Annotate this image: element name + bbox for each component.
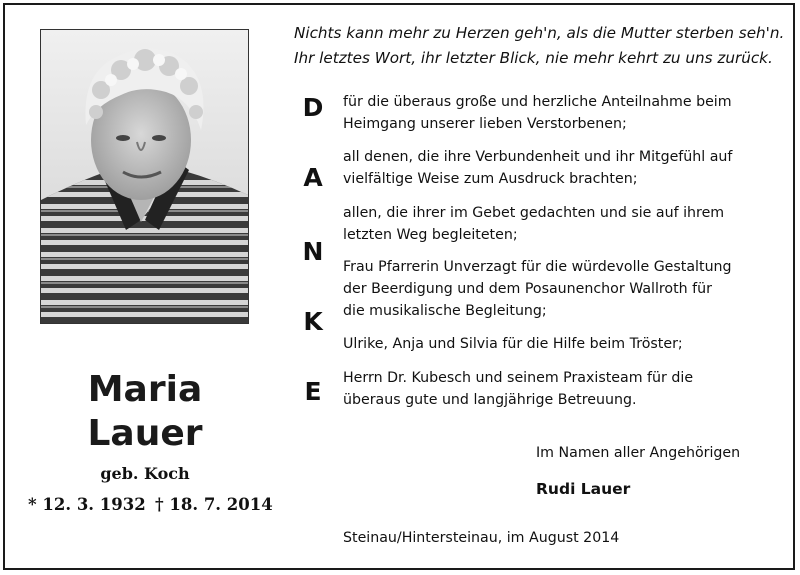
deceased-last-name: Lauer <box>87 413 203 454</box>
thanks-line: die musikalische Begleitung; <box>343 303 547 319</box>
danke-letter: N <box>302 237 324 266</box>
thanks-line: Herrn Dr. Kubesch und seinem Praxisteam für die <box>343 370 694 386</box>
danke-letter: A <box>303 163 323 192</box>
thanks-paragraph <box>343 256 771 322</box>
thanks-paragraph <box>343 146 771 190</box>
motto-verse <box>294 21 785 71</box>
thanks-line: letzten Weg begleiteten; <box>343 227 518 243</box>
deceased-first-name: Maria <box>87 369 203 410</box>
signature-name: Rudi Lauer <box>536 480 631 498</box>
thanks-line: überaus gute und langjährige Betreuung. <box>343 392 637 408</box>
birth-date: * 12. 3. 1932 <box>28 495 146 514</box>
danke-letter: D <box>302 93 324 122</box>
thanks-line: Frau Pfarrerin Unverzagt für die würdevolle Gestaltung <box>343 259 732 275</box>
danke-letter: K <box>303 307 323 336</box>
thanks-line: all denen, die ihre Verbundenheit und ihr Mitgefühl auf <box>343 149 733 165</box>
signature-intro: Im Namen aller Angehörigen <box>536 445 741 461</box>
motto-line: Nichts kann mehr zu Herzen geh'n, als die Mutter sterben seh'n. <box>294 24 785 42</box>
death-date: † 18. 7. 2014 <box>155 495 273 514</box>
thanks-paragraph <box>343 202 771 246</box>
motto-line: Ihr letztes Wort, ihr letzter Blick, nie mehr kehrt zu uns zurück. <box>294 49 773 67</box>
thanks-line: Ulrike, Anja und Silvia für die Hilfe beim Tröster; <box>343 336 683 352</box>
thanks-paragraph <box>343 333 771 355</box>
place-date: Steinau/Hintersteinau, im August 2014 <box>343 530 620 546</box>
thanks-line: für die überaus große und herzliche Anteilnahme beim <box>343 94 732 110</box>
thanks-line: Heimgang unserer lieben Verstorbenen; <box>343 116 627 132</box>
thanks-paragraph <box>343 367 771 411</box>
thanks-line: vielfältige Weise zum Ausdruck brachten; <box>343 171 638 187</box>
birth-name: geb. Koch <box>100 464 190 483</box>
portrait-photo <box>40 29 249 324</box>
thanks-paragraph <box>343 91 771 135</box>
thanks-line: der Beerdigung und dem Posaunenchor Wallroth für <box>343 281 712 297</box>
danke-letter: E <box>304 377 322 406</box>
thanks-line: allen, die ihrer im Gebet gedachten und sie auf ihrem <box>343 205 725 221</box>
